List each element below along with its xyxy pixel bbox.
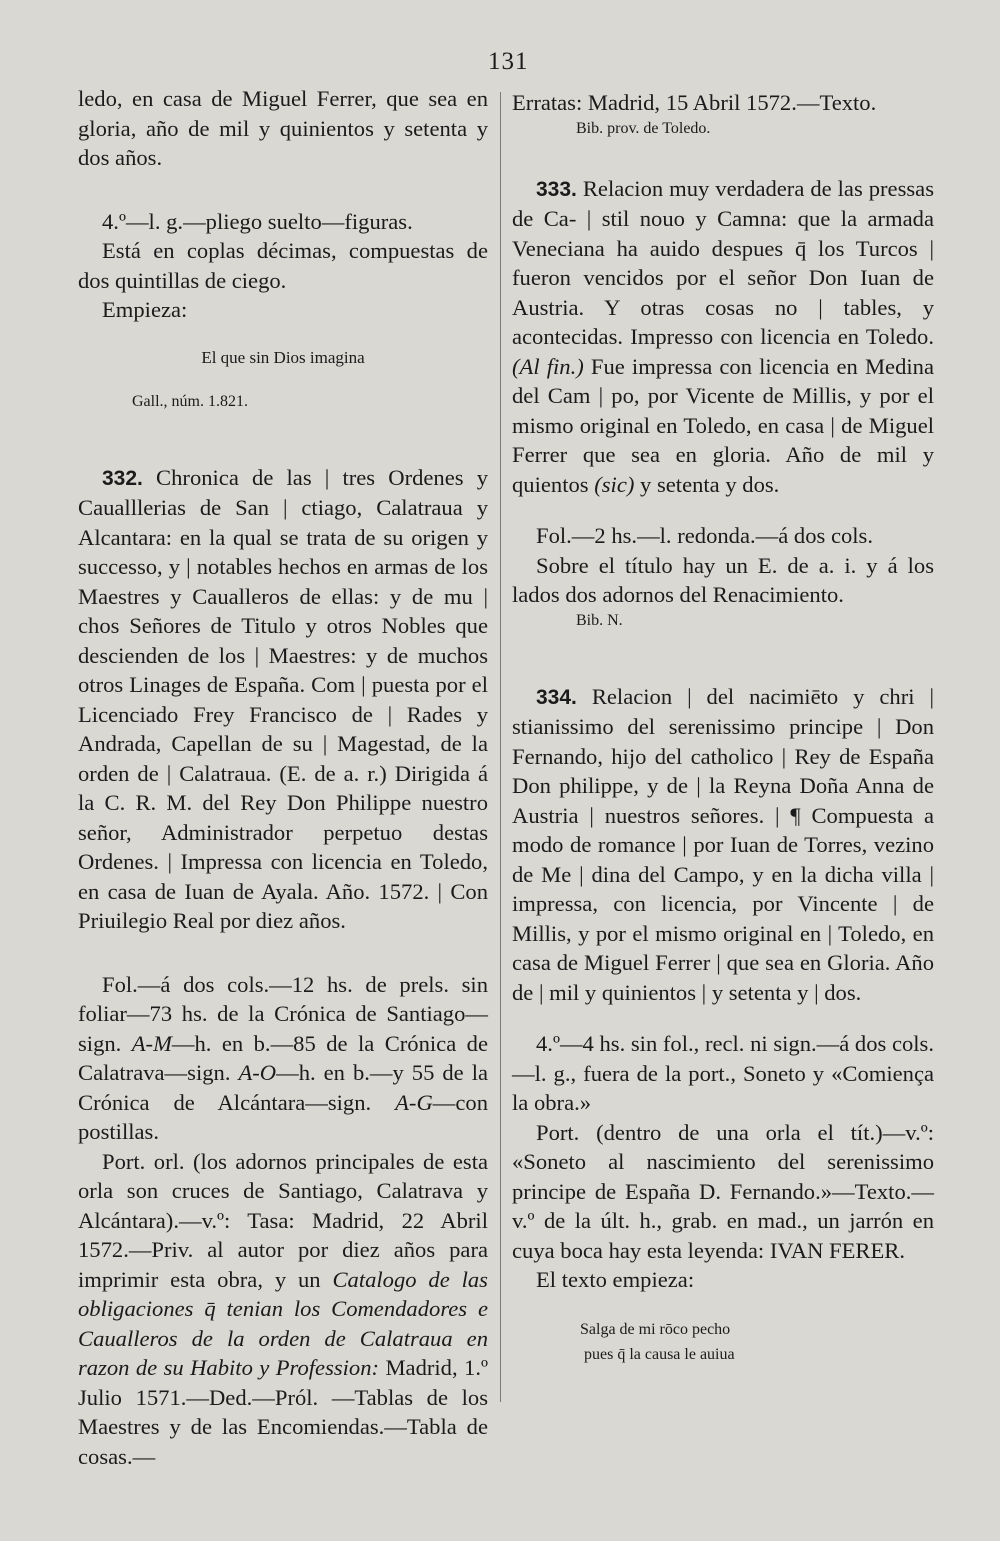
entry-text: Chronica de las | tres Ordenes y Caualllerias de San | ctiago, Calatraua y Alcantara: en la qual se trata de su origen y successo, y | notables hechos en armas de los Maestres y Caualleros de ellas: y de mu | chos Señores de Titulo y otros Nobles que descienden de los | Maestres: y de muchos otros Linages de España. Com | puesta por el Licenciado Frey Francisco de | Rades y Andrada, Capellan de su | Magestad, de la orden de | Calatraua. (E. de a. r.) Dirigida á la C. R. M. del Rey Don Philippe nuestro señor, Administrador perpetuo destas Ordenes. | Impressa con licencia en Toledo, en casa de Iuan de Ayala. Año. 1572. | Con Priuilegio Real por diez años.: [78, 464, 488, 933]
reference: Gall., núm. 1.821.: [132, 392, 248, 410]
description: Sobre el título hay un E. de a. i. y á los lados dos adornos del Renacimiento.: [512, 552, 934, 607]
paragraph: El texto empieza:: [536, 1267, 695, 1292]
entry-332: [78, 463, 488, 936]
entry-number: 334.: [536, 685, 577, 709]
paragraph: Erratas: Madrid, 15 Abril 1572.—Texto.: [512, 90, 877, 115]
paragraph: Empieza:: [102, 297, 188, 322]
entry-number: 333.: [536, 177, 577, 201]
format-line: 4.º—l. g.—pliego suelto—figuras.: [102, 208, 413, 234]
format-line: 4.º—4 hs. sin fol., recl. ni sign.—á dos cols.—l. g., fuera de la port., Soneto y «Comiença la obra.»: [512, 1031, 934, 1115]
verse-line: Salga de mi rōco pecho: [580, 1320, 731, 1338]
paragraph: ledo, en casa de Miguel Ferrer, que sea en gloria, año de mil y quinientos y setenta y dos años.: [78, 86, 488, 170]
verse-line: pues q̄ la causa le auiua: [584, 1345, 735, 1363]
right-column: [512, 88, 934, 1367]
page-number: 131: [488, 48, 529, 75]
entry-number: 332.: [102, 466, 143, 490]
reference: Bib. N.: [576, 611, 623, 629]
description: Port. (dentro de una orla el tít.)—v.º: «Soneto al nascimiento del serenissimo principe de España D. Fernando.»—Texto.—v.º de la últ. h., grab. en mad., un jarrón en cuya boca hay esta leyenda: IVAN FERER.: [512, 1119, 934, 1263]
entry-334: [512, 682, 934, 1008]
entry-text: Relacion | del nacimiēto y chri | stianissimo del serenissimo principe | Don Fernando, hijo del catholico | Rey de España Don philippe, y de | la Reyna Doña Anna de Austria | nuestros señores. | ¶ Compuesta a modo de romance | por Iuan de Torres, vezino de Me | dina del Campo, y en la dicha villa | impressa, con licencia, por Vincente | de Millis, y por el mismo original en | Toledo, en casa de Miguel Ferrer | que sea en Gloria. Año de | mil y quinientos | y setenta y | dos.: [512, 683, 934, 1005]
paragraph: Está en coplas décimas, compuestas de dos quintillas de ciego.: [78, 238, 488, 293]
column-divider: [500, 92, 501, 1402]
format-line: Fol.—2 hs.—l. redonda.—á dos cols.: [536, 523, 873, 548]
entry-333: 333. Relacion muy verdadera de las pressas de Ca- | stil nouo y Camna: que la armada Veneciana ha auido despues q̄ los Turcos | fueron vencidos por el señor Don Iuan de Austria. Y otras cosas no | tables, y acontecidas. Impresso con licencia en Toledo. (Al fin.) Fue impressa con licencia en Medina del Cam | po, por Vicente de Millis, y por el mismo original en Toledo, en casa | de Miguel Ferrer que sea en gloria. Año de mil y quientos (sic) y setenta y dos.: [512, 175, 934, 497]
format-line: Fol.—á dos cols.—12 hs. de prels. sin foliar—73 hs. de la Crónica de Santiago—sign. A-M—h. en b.—85 de la Crónica de Calatrava—sign. A-O—h. en b.—y 55 de la Crónica de Alcántara—sign. A-G—con postillas.: [78, 971, 488, 1144]
reference: Bib. prov. de Toledo.: [576, 119, 711, 137]
description: Port. orl. (los adornos principales de esta orla son cruces de Santiago, Calatrava y Alcántara).—v.º: Tasa: Madrid, 22 Abril 1572.—Priv. al autor por diez años para imprimir esta obra, y un Catalogo de las obligaciones q̄ tenian los Comendadores e Caualleros de la orden de Calatraua en razon de su Habito y Profession: Madrid, 1.º Julio 1571.—Ded.—Pról. —Tablas de los Maestres y de las Encomiendas.—Tabla de cosas.—: [78, 1148, 488, 1469]
quote-line: El que sin Dios imagina: [201, 347, 365, 367]
left-column: [78, 84, 488, 1471]
